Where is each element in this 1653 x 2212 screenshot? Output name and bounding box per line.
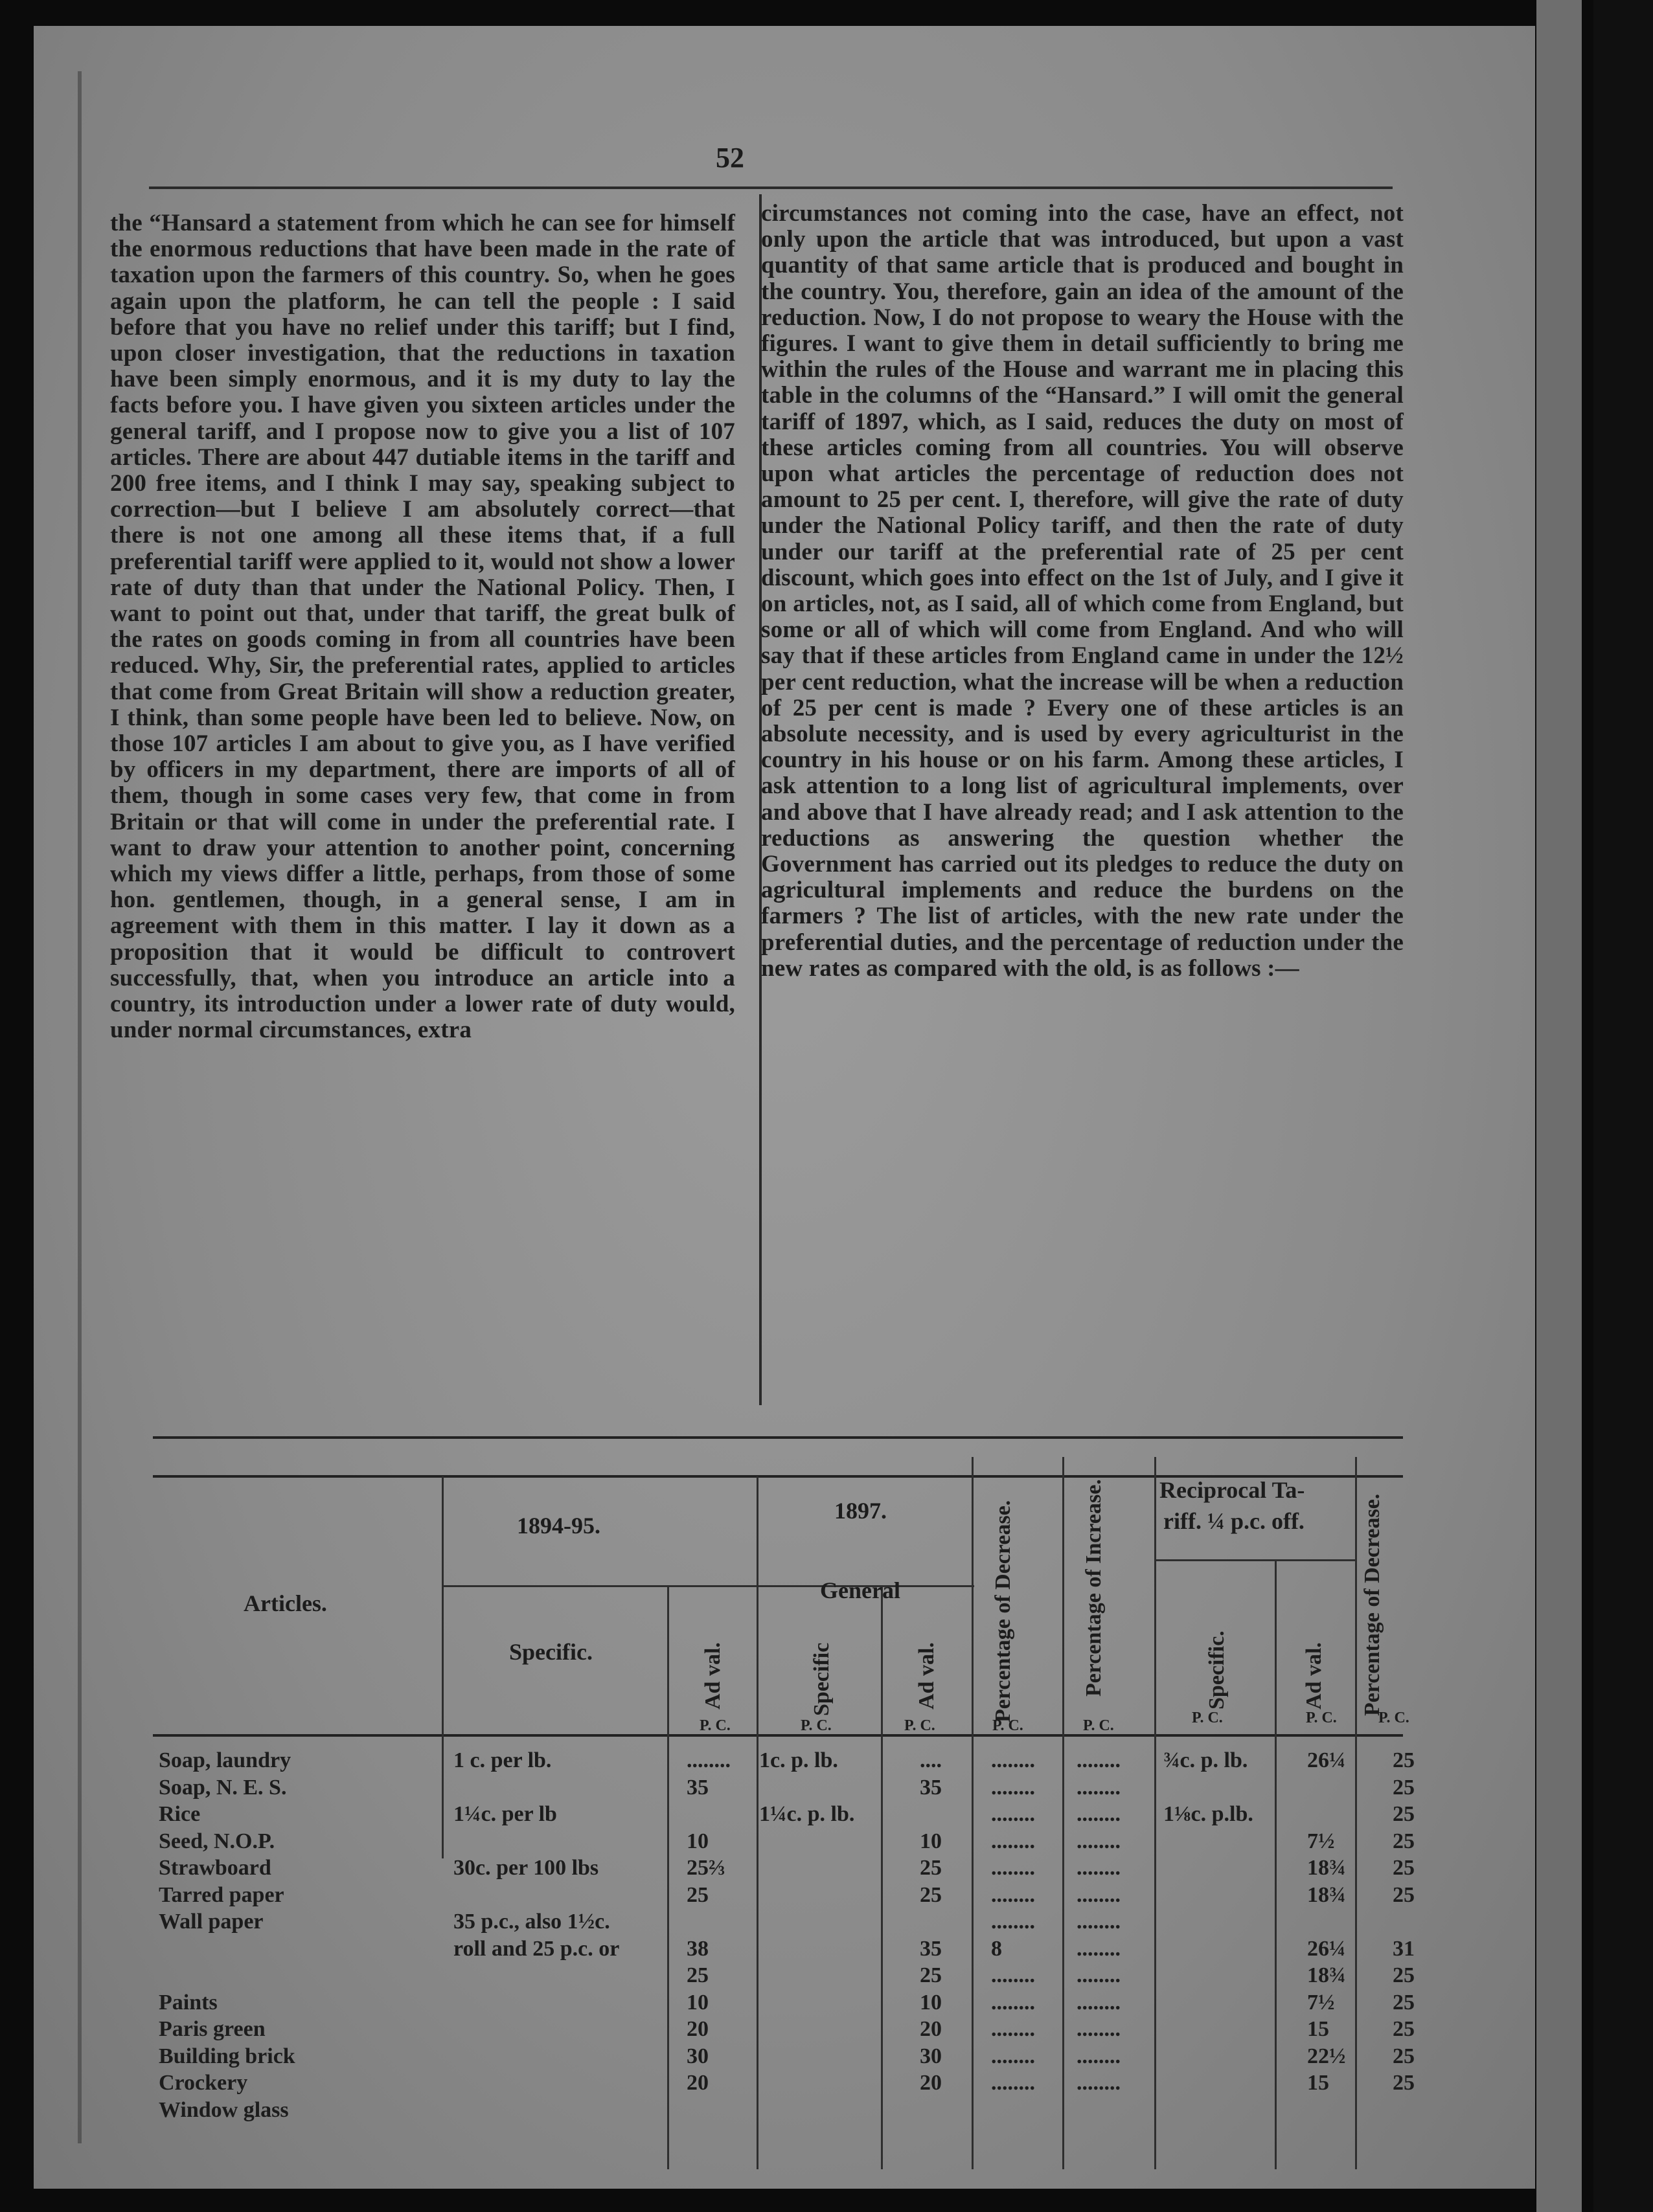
table-cell-dec: ........ xyxy=(991,1802,1035,1826)
col-line xyxy=(1062,1457,1064,2169)
header-reciprocal-line1: Reciprocal Ta- xyxy=(1159,1477,1305,1503)
header-pct-decrease-reciprocal: Percentage of Decrease. xyxy=(1360,1493,1384,1716)
table-cell-rd: 25 xyxy=(1393,2017,1415,2041)
table-cell-rd: 25 xyxy=(1393,2044,1415,2068)
table-cell-dec: ........ xyxy=(991,1990,1035,2015)
col-line xyxy=(667,1586,669,2169)
header-1894-95: 1894-95. xyxy=(517,1513,600,1539)
table-cell-s97: 1¼c. p. lb. xyxy=(759,1802,855,1826)
table-cell-ra: 18¾ xyxy=(1307,1856,1346,1880)
table-cell-rs: 1⅛c. p.lb. xyxy=(1163,1802,1253,1826)
header-adval-reciprocal: Ad val. xyxy=(1302,1642,1326,1710)
table-cell-inc: ........ xyxy=(1077,2071,1121,2095)
table-cell-a94: 20 xyxy=(687,2017,709,2041)
page-edge-strip xyxy=(1536,0,1582,2212)
table-cell-inc: ........ xyxy=(1077,1856,1121,1880)
table-cell-dec: ........ xyxy=(991,1882,1035,1907)
table-cell-inc: ........ xyxy=(1077,1936,1121,1961)
table-cell-dec: ........ xyxy=(991,2071,1035,2095)
table-cell-ra: 22½ xyxy=(1307,2044,1346,2068)
table-cell-inc: ........ xyxy=(1077,1910,1121,1934)
header-adval-1897: Ad val. xyxy=(915,1642,939,1710)
header-reciprocal-line2: riff. ¼ p.c. off. xyxy=(1163,1508,1305,1534)
left-column-text: the “Hansard a statement from which he can see for himself the enormous reductions that have been made in the rate of taxation upon the farmers of this country. So, when he goes again upon the platform, he can tell the people : I said before that you have no relief under this tariff; but I find, upon closer investigation, that the reductions in taxation have been simply enormous, and it is my duty to lay the facts before you. I have given you sixteen articles under the general tariff, and I propose now to give you a list of 107 articles. There are about 447 dutiable items in the tariff and 200 free items, and I think I may say, speaking subject to correction—but I believe I am absolutely correct—that there is not one among all these items that, if a full preferential tariff were applied to it, would not show a lower rate of duty than that under the National Policy. Then, I want to point out that, under that tariff, the great bulk of the rates on goods coming in from all countries have been reduced. Why, Sir, the preferential rates, applied to articles that come from Great Britain will show a reduction greater, I think, than some people have been led to believe. Now, on those 107 articles I am about to give you, as I have verified by officers in my department, there are imports of all of them, though in some cases very few, that come in from Britain or that will come in under the preferential rate. I want to draw your attention to another point, concerning which my views differ a little, perhaps, from those of some hon. gentlemen, though, in a general sense, I am in agreement with them in this matter. I lay it down as a proposition that it would be difficult to controvert successfully, that, when you introduce an article into a country, its introduction under a lower rate of duty would, under normal circumstances, extra xyxy=(110,210,735,1044)
table-cell-dec: ........ xyxy=(991,2017,1035,2041)
pc-marker: P. C. xyxy=(801,1717,832,1734)
table-cell-dec: ........ xyxy=(991,1829,1035,1853)
table-cell-a97: 25 xyxy=(920,1963,942,1987)
pc-marker: P. C. xyxy=(700,1717,731,1734)
table-cell-rd: 25 xyxy=(1393,1856,1415,1880)
table-row-article: Paints xyxy=(159,1990,218,2015)
table-cell-inc: ........ xyxy=(1077,2044,1121,2068)
table-row-article: Wall paper xyxy=(159,1910,264,1934)
table-cell-inc: ........ xyxy=(1077,1748,1121,1772)
table-cell-rd: 25 xyxy=(1393,2071,1415,2095)
table-cell-s94: 1 c. per lb. xyxy=(453,1748,552,1772)
subheader-rule xyxy=(1156,1559,1356,1561)
table-cell-inc: ........ xyxy=(1077,1802,1121,1826)
table-row-article: Paris green xyxy=(159,2017,266,2041)
header-pct-increase: Percentage of Increase. xyxy=(1082,1479,1106,1697)
table-cell-a94: 25 xyxy=(687,1882,709,1907)
pc-marker: P. C. xyxy=(1083,1717,1114,1734)
table-cell-dec: ........ xyxy=(991,1910,1035,1934)
table-cell-inc: ........ xyxy=(1077,1963,1121,1987)
col-line xyxy=(442,1476,444,1858)
table-cell-inc: ........ xyxy=(1077,2017,1121,2041)
col-line xyxy=(1275,1561,1277,2169)
table-cell-s94: 35 p.c., also 1½c. xyxy=(453,1910,610,1934)
pc-marker: P. C. xyxy=(904,1717,935,1734)
table-cell-a97: 25 xyxy=(920,1856,942,1880)
table-cell-a94: 30 xyxy=(687,2044,709,2068)
table-cell-ra: 15 xyxy=(1307,2017,1329,2041)
col-line xyxy=(972,1457,974,2169)
margin-line xyxy=(78,71,82,2143)
table-cell-s94: roll and 25 p.c. or xyxy=(453,1936,620,1961)
table-cell-ra: 7½ xyxy=(1307,1829,1335,1853)
table-row-article: Soap, N. E. S. xyxy=(159,1775,287,1800)
table-cell-rd: 31 xyxy=(1393,1936,1415,1961)
page-number: 52 xyxy=(716,142,744,174)
table-row-article: Crockery xyxy=(159,2071,248,2095)
table-cell-a97: 35 xyxy=(920,1775,942,1800)
table-cell-s97: 1c. p. lb. xyxy=(759,1748,838,1772)
table-cell-a97: 20 xyxy=(920,2071,942,2095)
scanner-edge xyxy=(1593,0,1653,2212)
table-cell-rd: 25 xyxy=(1393,1963,1415,1987)
table-cell-rd: 25 xyxy=(1393,1748,1415,1772)
table-cell-rd: 25 xyxy=(1393,1829,1415,1853)
table-cell-dec: ........ xyxy=(991,1775,1035,1800)
table-cell-rd: 25 xyxy=(1393,1990,1415,2015)
header-1897: 1897. xyxy=(834,1498,887,1524)
header-rule xyxy=(149,186,1393,189)
table-cell-ra: 18¾ xyxy=(1307,1963,1346,1987)
table-cell-a97: 20 xyxy=(920,2017,942,2041)
header-specific-reciprocal: Specific. xyxy=(1205,1631,1229,1710)
header-adval-1894: Ad val. xyxy=(701,1642,725,1710)
pc-marker: P. C. xyxy=(1306,1710,1337,1726)
table-row-article: Window glass xyxy=(159,2097,289,2122)
table-cell-a97: 10 xyxy=(920,1829,942,1853)
table-cell-a94: 38 xyxy=(687,1936,709,1961)
table-cell-inc: ........ xyxy=(1077,1829,1121,1853)
table-cell-dec: 8 xyxy=(991,1936,1002,1961)
table-cell-a94: 25 xyxy=(687,1963,709,1987)
table-cell-a94: ........ xyxy=(687,1748,731,1772)
table-cell-s94: 1¼c. per lb xyxy=(453,1802,557,1826)
table-row-article: Tarred paper xyxy=(159,1882,284,1907)
table-cell-dec: ........ xyxy=(991,1748,1035,1772)
table-cell-rs: ¾c. p. lb. xyxy=(1163,1748,1248,1772)
table-cell-a94: 10 xyxy=(687,1829,709,1853)
pc-marker: P. C. xyxy=(1192,1710,1223,1726)
col-line xyxy=(1154,1457,1156,2169)
table-header-rule xyxy=(153,1734,1403,1737)
header-articles: Articles. xyxy=(244,1590,327,1616)
table-cell-rd: 25 xyxy=(1393,1802,1415,1826)
table-cell-a94: 25⅔ xyxy=(687,1856,725,1880)
table-cell-inc: ........ xyxy=(1077,1990,1121,2015)
table-cell-a97: .... xyxy=(920,1748,942,1772)
table-cell-a97: 35 xyxy=(920,1936,942,1961)
col-line xyxy=(1355,1457,1357,2169)
header-specific-1894: Specific. xyxy=(509,1639,593,1665)
table-cell-a97: 30 xyxy=(920,2044,942,2068)
table-cell-ra: 26¼ xyxy=(1307,1936,1346,1961)
table-cell-dec: ........ xyxy=(991,2044,1035,2068)
header-general: General xyxy=(820,1577,900,1603)
header-specific-1897: Specific xyxy=(810,1642,834,1716)
table-cell-a94: 35 xyxy=(687,1775,709,1800)
table-cell-ra: 18¾ xyxy=(1307,1882,1346,1907)
right-column-text: circumstances not coming into the case, have an effect, not only upon the article that was introduced, but upon a vast quantity of that same article that is produced and bought in the country. You, therefore, gain an idea of the amount of the reduction. Now, I do not propose to weary the House with the figures. I want to give them in detail sufficiently to bring me within the rules of the House and warrant me in placing this table in the columns of the “Hansard.” I will omit the general tariff of 1897, which, as I said, reduces the duty on most of these articles coming from all countries. You will observe upon what articles the percentage of reduction does not amount to 25 per cent. I, therefore, will give the rate of duty under the National Policy tariff, and then the rate of duty under our tariff at the preferential rate of 25 per cent discount, which goes into effect on the 1st of July, and I give it on articles, not, as I said, all of which come from England, but some or all of which will come from England. And who will say that if these articles from England came in under the 12½ per cent reduction, what the increase will be when a reduction of 25 per cent is made ? Every one of these articles is an absolute necessity, and is used by every agriculturist in the country in his house or on his farm. Among these articles, I ask attention to a long list of agricultural implements, over and above that I have already read; and I ask attention to the reductions as answering the question whether the Government has carried out its pledges to reduce the duty on agricultural implements and reduce the burdens on the farmers ? The list of articles, with the new rate under the preferential duties, and the percentage of reduction under the new rates as compared with the old, is as follows :— xyxy=(761,200,1404,982)
table-cell-s94: 30c. per 100 lbs xyxy=(453,1856,599,1880)
table-cell-rd: 25 xyxy=(1393,1775,1415,1800)
table-cell-a94: 10 xyxy=(687,1990,709,2015)
table-cell-inc: ........ xyxy=(1077,1882,1121,1907)
table-cell-ra: 15 xyxy=(1307,2071,1329,2095)
pc-marker: P. C. xyxy=(1378,1710,1409,1726)
table-cell-ra: 7½ xyxy=(1307,1990,1335,2015)
table-row-article: Seed, N.O.P. xyxy=(159,1829,275,1853)
table-cell-a94: 20 xyxy=(687,2071,709,2095)
table-cell-a97: 10 xyxy=(920,1990,942,2015)
text-bottom-rule xyxy=(153,1436,1403,1439)
table-cell-ra: 26¼ xyxy=(1307,1748,1346,1772)
col-line xyxy=(881,1586,883,2169)
table-cell-dec: ........ xyxy=(991,1963,1035,1987)
header-pct-decrease: Percentage of Decrease. xyxy=(991,1500,1015,1722)
pc-marker: P. C. xyxy=(992,1717,1023,1734)
col-line xyxy=(757,1476,758,2169)
table-cell-dec: ........ xyxy=(991,1856,1035,1880)
table-cell-a97: 25 xyxy=(920,1882,942,1907)
table-row-article: Strawboard xyxy=(159,1856,271,1880)
table-row-article: Building brick xyxy=(159,2044,295,2068)
table-row-article: Soap, laundry xyxy=(159,1748,291,1772)
table-cell-inc: ........ xyxy=(1077,1775,1121,1800)
table-cell-rd: 25 xyxy=(1393,1882,1415,1907)
table-row-article: Rice xyxy=(159,1802,201,1826)
